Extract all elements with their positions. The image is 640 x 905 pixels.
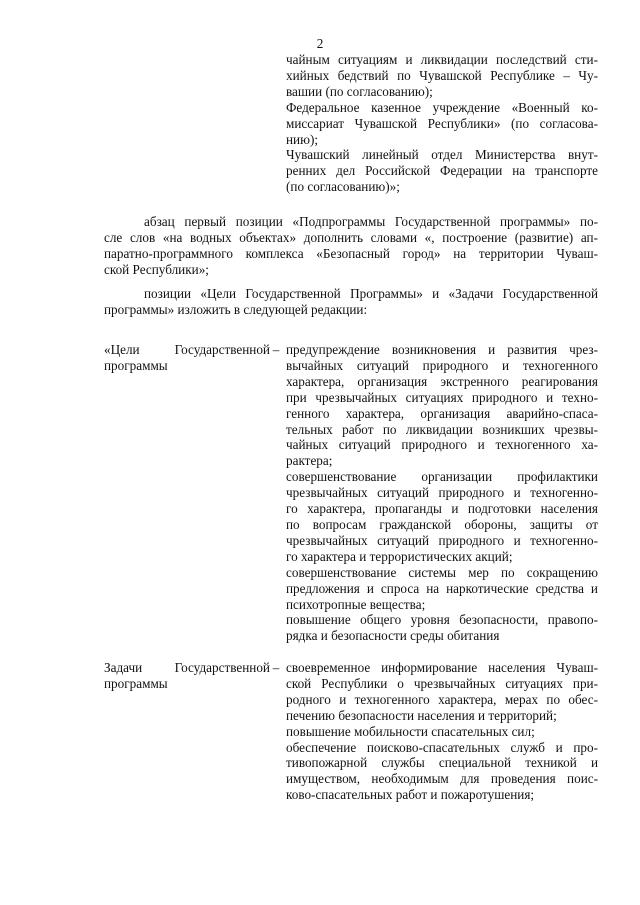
tasks-line: тивопожарной службы специальной техникой и — [286, 755, 598, 771]
goals-content — [286, 342, 598, 644]
tasks-line: ково-спасательных работ и пожаротушения; — [286, 787, 535, 803]
goals-label — [104, 342, 270, 374]
amendment-paragraph-2 — [104, 286, 598, 318]
goals-line: рактера; — [286, 453, 333, 469]
tasks-label-line: Задачи Государственной — [104, 660, 270, 675]
tasks-line: повышение мобильности спасательных сил; — [286, 723, 535, 739]
tasks-label-line: программы — [104, 675, 168, 691]
goals-line: го характера, пропаганды и подготовки населения — [286, 501, 598, 517]
tasks-line: своевременное информирование населения Чуваш- — [286, 660, 598, 675]
goals-label-line: «Цели Государственной — [104, 342, 270, 357]
goals-dash: – — [272, 342, 280, 357]
goals-label-line: программы — [104, 357, 168, 373]
list-line: хийных бедствий по Чувашской Республике – Чу- — [286, 67, 598, 83]
goals-line: чрезвычайных ситуаций природного и техногенно- — [286, 532, 598, 548]
tasks-label — [104, 660, 270, 692]
list-line: чайным ситуациям и ликвидации последствий сти- — [286, 52, 598, 67]
paragraph-line: позиции «Цели Государственной Программы» и «Задачи Государственной — [144, 286, 598, 301]
paragraph-line: сле слов «на водных объектах» дополнить словами «, построение (развитие) ап- — [104, 229, 598, 245]
goals-line: тельных работ по ликвидации возникших чрезвы- — [286, 421, 598, 437]
goals-line: характера, организация экстренного реагирования — [286, 373, 598, 389]
goals-line: по вопросам гражданской обороны, защиты от — [286, 516, 598, 532]
list-line: нию); — [286, 131, 319, 147]
goals-line: чрезвычайных ситуаций природного и техногенно- — [286, 485, 598, 501]
tasks-content — [286, 660, 598, 803]
tasks-line: обеспечение поисково-спасательных служб и про- — [286, 739, 598, 755]
goals-line: при чрезвычайных ситуациях природного и техно- — [286, 389, 598, 405]
goals-line: предложения и спроса на наркотические средства и — [286, 580, 598, 596]
list-line: миссариат Чувашской Республики» (по согласова- — [286, 115, 598, 131]
amendment-paragraph-1 — [104, 214, 598, 278]
goals-line: рядка и безопасности среды обитания — [286, 628, 500, 644]
list-line: ренних дел Российской Федерации на транспорте — [286, 163, 598, 179]
goals-line: повышение общего уровня безопасности, правопо- — [286, 612, 598, 628]
goals-line: генного характера, организация аварийно-спаса- — [286, 405, 598, 421]
goals-line: психотропные вещества; — [286, 596, 426, 612]
list-line: (по согласованию)»; — [286, 179, 400, 195]
tasks-line: родного и техногенного характера, мерах по обес- — [286, 691, 598, 707]
paragraph-line: ской Республики»; — [104, 261, 209, 277]
list-line: Федеральное казенное учреждение «Военный ко- — [286, 99, 598, 115]
paragraph-line: программы» изложить в следующей редакции: — [104, 301, 368, 317]
goals-line: предупреждение возникновения и развития чрез- — [286, 342, 598, 357]
goals-line: совершенствование организации профилактики — [286, 469, 598, 485]
continued-executors-list — [286, 52, 598, 195]
tasks-dash: – — [272, 660, 280, 675]
goals-line: чайных ситуаций природного и техногенного ха- — [286, 437, 598, 453]
page-number: 2 — [316, 36, 324, 51]
goals-line: вычайных ситуаций природного и техногенного — [286, 357, 598, 373]
list-line: Чувашский линейный отдел Министерства внут- — [286, 147, 598, 163]
paragraph-line: паратно-программного комплекса «Безопасный город» на территории Чуваш- — [104, 245, 598, 261]
goals-line: совершенствование системы мер по сокращению — [286, 564, 598, 580]
tasks-line: ской Республики о чрезвычайных ситуациях при- — [286, 675, 598, 691]
goals-line: го характера и террористических акций; — [286, 548, 513, 564]
tasks-line: печению безопасности населения и территорий; — [286, 707, 557, 723]
list-line: вашии (по согласованию); — [286, 83, 433, 99]
tasks-line: имуществом, необходимым для проведения поис- — [286, 771, 598, 787]
paragraph-line: абзац первый позиции «Подпрограммы Государственной программы» по- — [144, 214, 598, 229]
